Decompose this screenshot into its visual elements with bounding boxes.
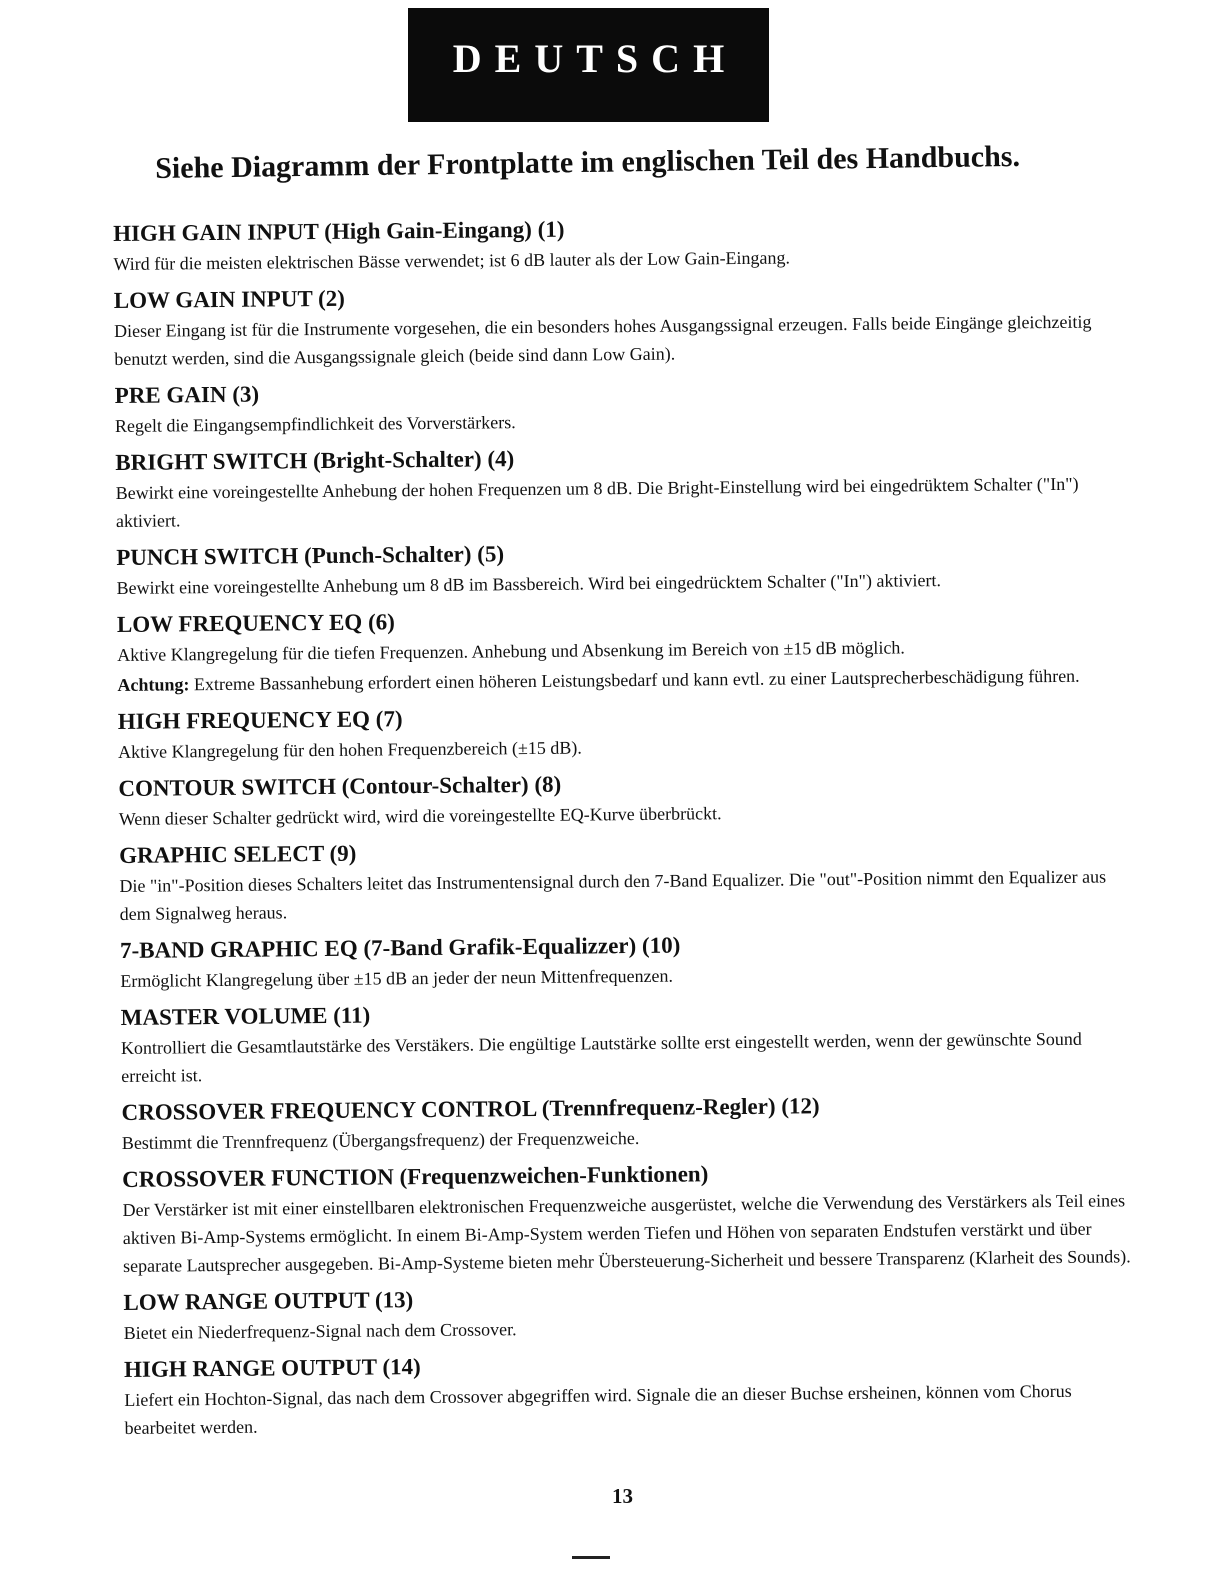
entry-low-gain-input bbox=[114, 275, 1125, 373]
entry-heading: CROSSOVER FUNCTION (Frequenzweichen-Funktionen) bbox=[122, 1161, 709, 1192]
warning-label: Achtung: bbox=[117, 674, 190, 695]
entry-low-frequency-eq bbox=[117, 599, 1128, 699]
entry-text: Kontrolliert die Gesamtlautstärke des Verstäkers. Die engültige Lautstärke sollte erst eingestellt werden, wenn der gewünschte Sound erreicht ist. bbox=[120, 1028, 1082, 1086]
page-title: Siehe Diagramm der Frontplatte im englischen Teil des Handbuchs. bbox=[155, 139, 1021, 185]
warning-text: Extreme Bassanhebung erfordert einen höheren Leistungsbedarf und kann evtl. zu einer Lautsprecherbeschädigung führen. bbox=[193, 665, 1080, 695]
control-descriptions bbox=[113, 208, 1135, 1449]
entry-bright-switch bbox=[115, 437, 1126, 535]
entry-high-frequency-eq bbox=[118, 696, 1129, 766]
entry-text: Die "in"-Position dieses Schalters leitet das Instrumentensignal durch den 7-Band Equalizer. Die "out"-Position nimmt den Equalizer aus dem Signalweg heraus. bbox=[119, 866, 1107, 924]
entry-heading: CONTOUR SWITCH (Contour-Schalter) (8) bbox=[118, 771, 562, 801]
entry-heading: MASTER VOLUME (11) bbox=[120, 1002, 371, 1030]
entry-heading: LOW GAIN INPUT (2) bbox=[113, 285, 345, 313]
entry-high-gain-input bbox=[113, 208, 1124, 278]
entry-heading: PRE GAIN (3) bbox=[114, 381, 260, 408]
entry-text: Wenn dieser Schalter gedrückt wird, wird die voreingestellte EQ-Kurve überbrückt. bbox=[118, 803, 722, 829]
entry-heading: HIGH RANGE OUTPUT (14) bbox=[123, 1354, 421, 1382]
entry-text: Aktive Klangregelung für den hohen Frequenzbereich (±15 dB). bbox=[118, 737, 582, 762]
bottom-rule bbox=[572, 1556, 610, 1559]
entry-master-volume bbox=[121, 992, 1132, 1090]
entry-heading: 7-BAND GRAPHIC EQ (7-Band Grafik-Equalizzer) (10) bbox=[119, 932, 681, 963]
entry-text: Der Verstärker ist mit einer einstellbaren elektronischen Frequenzweiche ausgerüstet, welche die Verwendung des Verstärkers als Teil eines aktiven Bi-Amp-Systems ermöglicht. In einem Bi-Amp-System werden Tiefen und Höhen von separaten Endstufen verstärkt und über separate Lautsprecher ausgegeben. Bi-Amp-Systeme bieten mehr Übersteuerung-Sicherheit und bessere Transparenz (Klarheit des Sounds). bbox=[122, 1190, 1131, 1276]
entry-text: Aktive Klangregelung für die tiefen Frequenzen. Anhebung und Absenkung im Bereich von ±15 dB möglich. bbox=[117, 637, 905, 665]
entry-graphic-eq bbox=[120, 925, 1131, 995]
entry-heading: GRAPHIC SELECT (9) bbox=[118, 840, 357, 868]
language-label: DEUTSCH bbox=[452, 35, 738, 81]
entry-text: Liefert ein Hochton-Signal, das nach dem Crossover abgegriffen wird. Signale die an dieser Buchse ersheinen, können vom Chorus bearbeitet werden. bbox=[124, 1380, 1072, 1438]
entry-heading: BRIGHT SWITCH (Bright-Schalter) (4) bbox=[115, 446, 515, 475]
entry-text: Bewirkt eine voreingestellte Anhebung um 8 dB im Bassbereich. Wird bei eingedrücktem Schalter ("In") aktiviert. bbox=[116, 570, 942, 598]
entry-text: Bietet ein Niederfrequenz-Signal nach dem Crossover. bbox=[123, 1319, 517, 1343]
entry-pre-gain bbox=[115, 370, 1126, 440]
page-number: 13 bbox=[612, 1484, 633, 1508]
entry-heading: LOW RANGE OUTPUT (13) bbox=[123, 1287, 414, 1315]
entry-crossover-function bbox=[122, 1154, 1133, 1280]
language-banner bbox=[408, 8, 769, 122]
entry-text: Ermöglicht Klangregelung über ±15 dB an jeder der neun Mittenfrequenzen. bbox=[120, 965, 674, 991]
entry-text: Wird für die meisten elektrischen Bässe verwendet; ist 6 dB lauter als der Low Gain-Eingang. bbox=[113, 247, 791, 274]
entry-heading: HIGH FREQUENCY EQ (7) bbox=[117, 706, 403, 734]
entry-heading: PUNCH SWITCH (Punch-Schalter) (5) bbox=[116, 541, 505, 570]
entry-punch-switch bbox=[116, 532, 1127, 602]
entry-text: Regelt die Eingangsempfindlichkeit des Vorverstärkers. bbox=[114, 412, 516, 436]
entry-heading: CROSSOVER FREQUENCY CONTROL (Trennfrequenz-Regler) (12) bbox=[121, 1093, 820, 1125]
entry-heading: HIGH GAIN INPUT (High Gain-Eingang) (1) bbox=[113, 216, 565, 246]
entry-high-range-output bbox=[124, 1344, 1135, 1442]
entry-heading: LOW FREQUENCY EQ (6) bbox=[116, 609, 395, 637]
entry-crossover-frequency-control bbox=[121, 1087, 1132, 1157]
entry-low-range-output bbox=[123, 1277, 1134, 1347]
entry-graphic-select bbox=[119, 830, 1130, 928]
entry-text: Dieser Eingang ist für die Instrumente vorgesehen, die ein besonders hohes Ausgangssignal erzeugen. Falls beide Eingänge gleichzeitig benutzt werden, sind die Ausgangssignale gleich (beide sind dann Low Gain). bbox=[113, 311, 1092, 369]
entry-contour-switch bbox=[118, 763, 1129, 833]
entry-text: Bewirkt eine voreingestellte Anhebung der hohen Frequenzen um 8 dB. Die Bright-Einstellung wird bei eingedrüktem Schalter ("In") aktiviert. bbox=[115, 473, 1079, 531]
entry-text: Bestimmt die Trennfrequenz (Übergangsfrequenz) der Frequenzweiche. bbox=[121, 1127, 640, 1153]
